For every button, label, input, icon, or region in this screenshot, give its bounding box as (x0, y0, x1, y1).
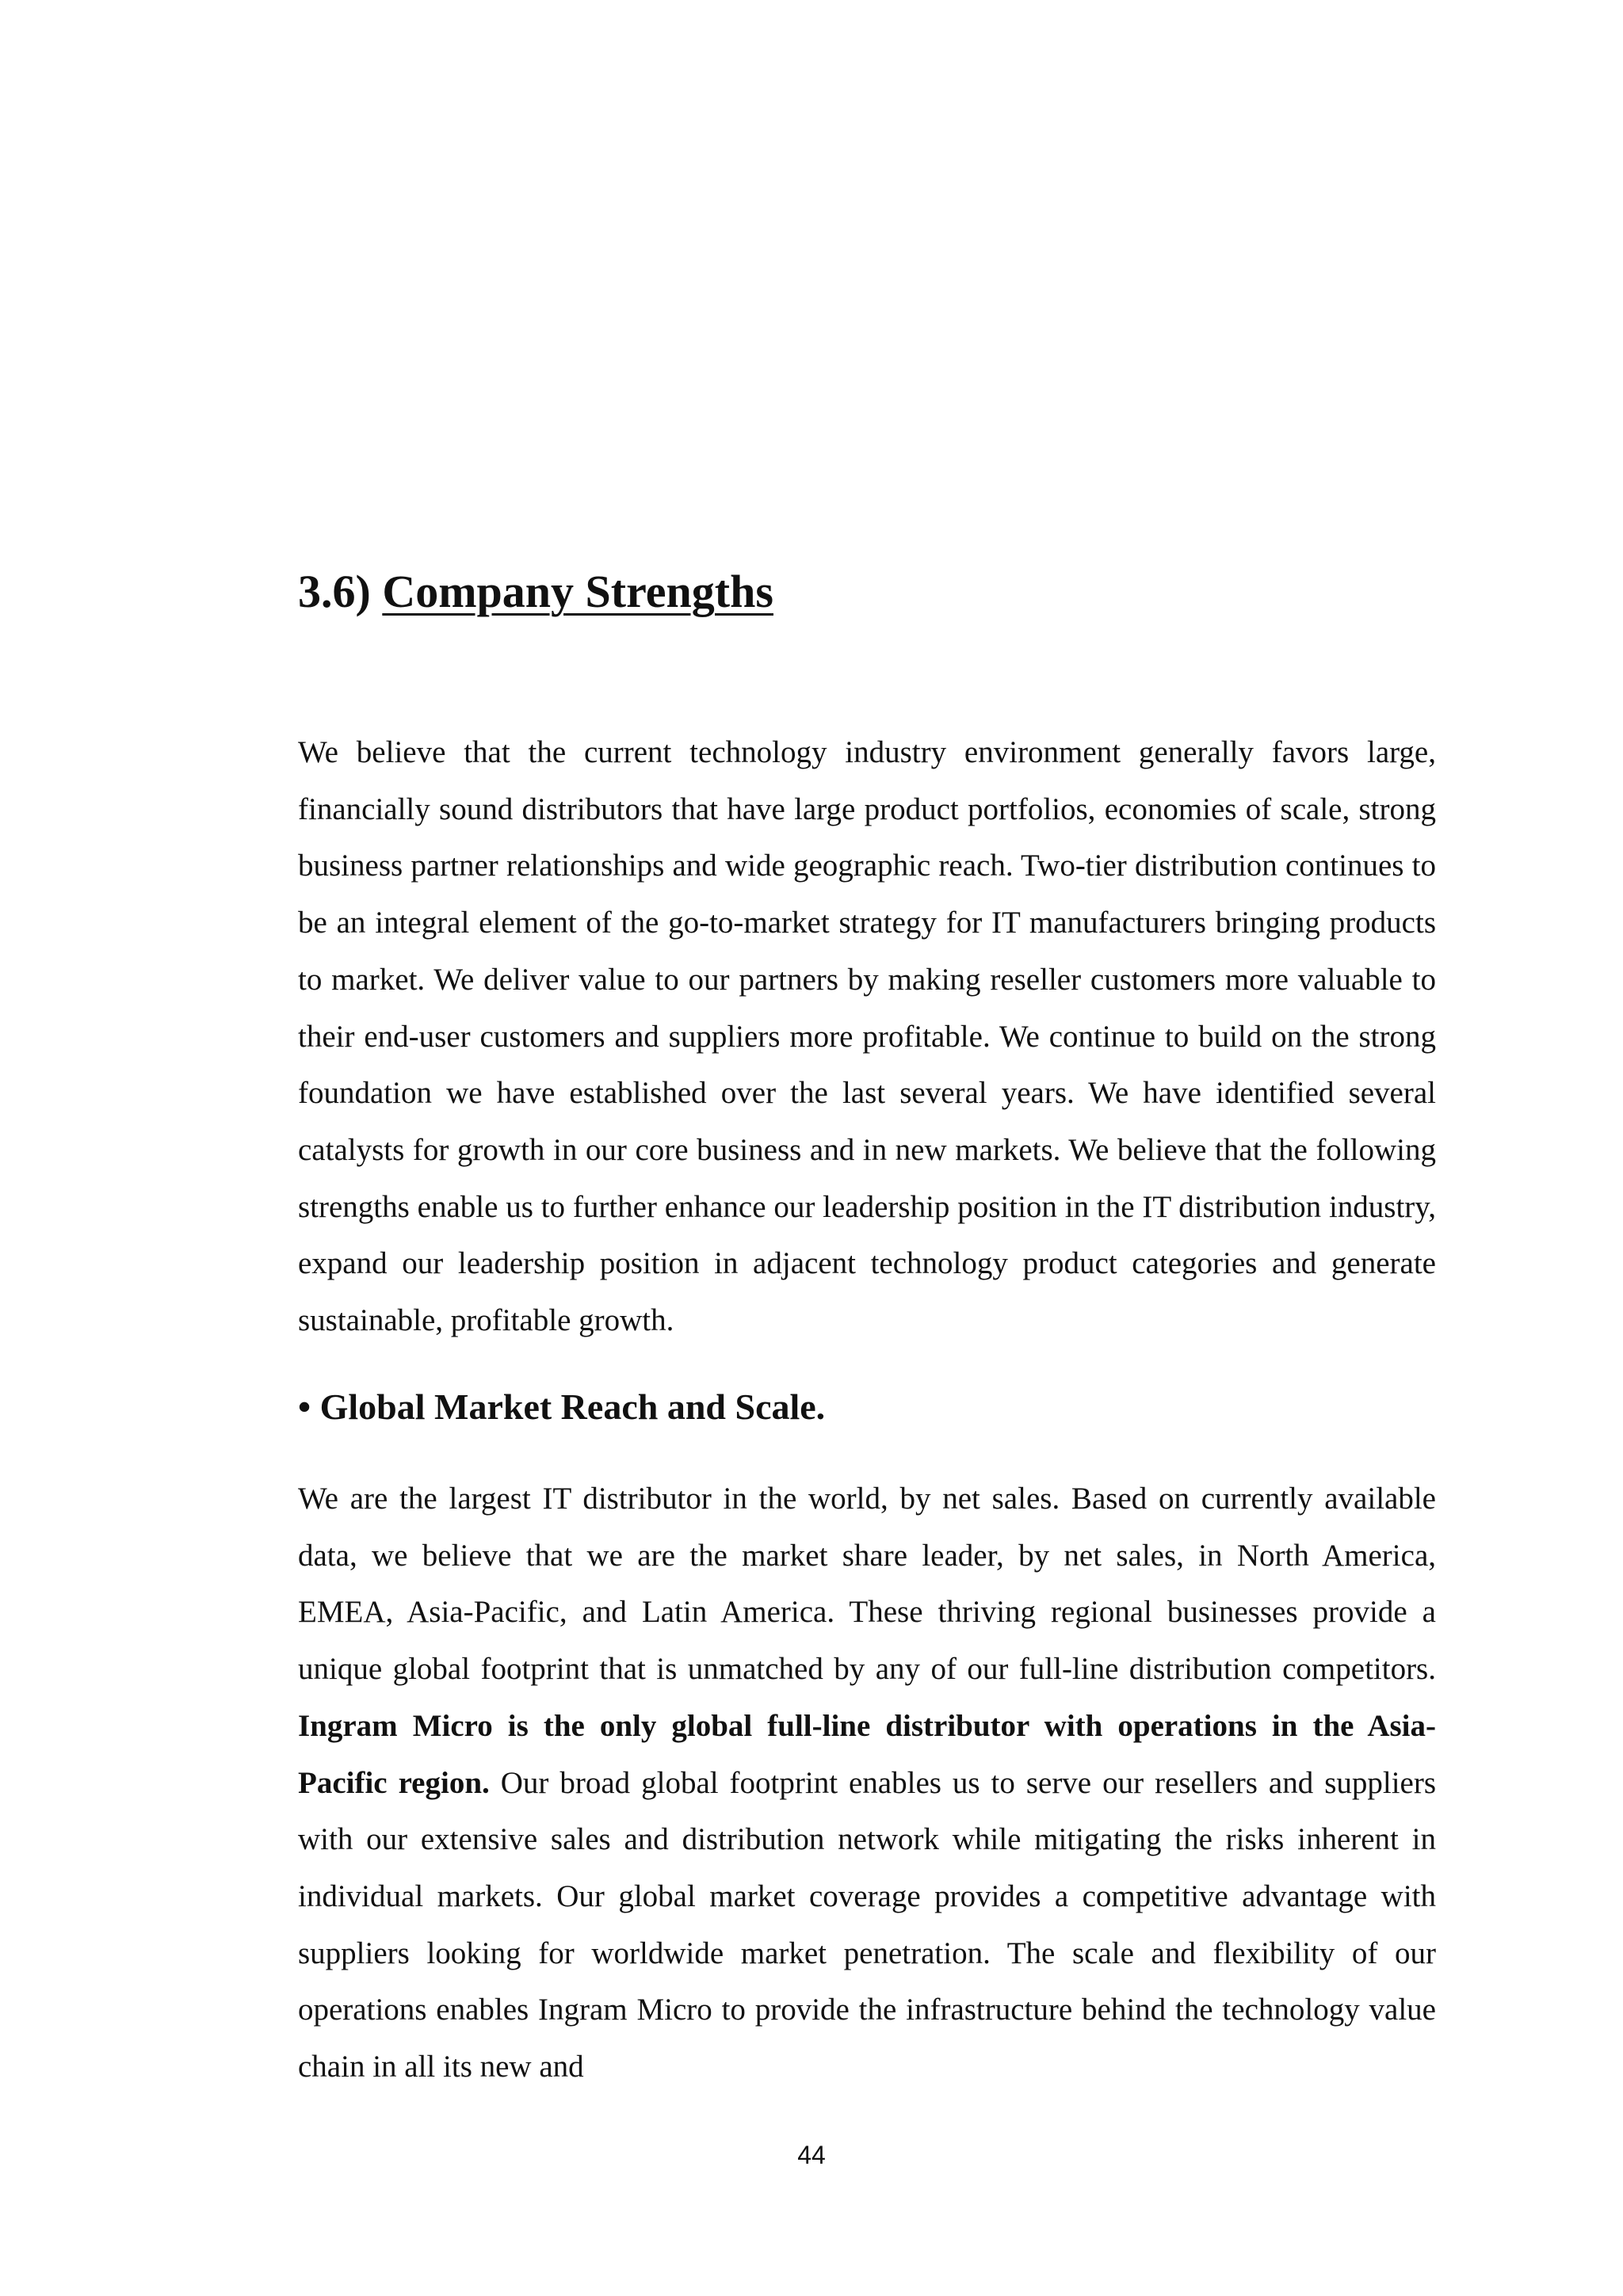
global-reach-paragraph (298, 1470, 1436, 2096)
global-reach-text-after: Our broad global footprint enables us to serve our resellers and suppliers with our extensive sales and distribution network while mitigating the risks inherent in individual markets. Our global market coverage provides a competitive advantage with suppliers looking for worldwide market penetration. The scale and flexibility of our operations enables Ingram Micro to provide the infrastructure behind the technology value chain in all its new and (298, 1765, 1437, 2084)
global-reach-text-bold: Ingram Micro is the only global full-line distributor with operations in the Asia-Pacific region. (298, 1708, 1436, 1800)
global-reach-heading: • Global Market Reach and Scale. (298, 1386, 826, 1427)
global-reach-text-before: We are the largest IT distributor in the world, by net sales. Based on currently available data, we believe that we are the market share leader, by net sales, in North America, EMEA, Asia-Pacific, and Latin America. These thriving regional businesses provide a unique global footprint that is unmatched by any of our full-line distribution competitors. (298, 1482, 1436, 1687)
section-title: Company Strengths (382, 566, 773, 617)
section-number: 3.6) (298, 566, 371, 617)
page-number: 44 (797, 2141, 826, 2169)
section-heading (298, 564, 773, 620)
intro-paragraph: We believe that the current technology industry environment generally favors large, financially sound distributors that have large product portfolios, economies of scale, strong business partner relationships and wide geographic reach. Two-tier distribution continues to be an integral element of the go-to-market strategy for IT manufacturers bringing products to market. We deliver value to our partners by making reseller customers more valuable to their end-user customers and suppliers more profitable. We continue to build on the strong foundation we have established over the last several years. We have identified several catalysts for growth in our core business and in new markets. We believe that the following strengths enable us to further enhance our leadership position in the IT distribution industry, expand our leadership position in adjacent technology product categories and generate sustainable, profitable growth. (298, 735, 1436, 1338)
